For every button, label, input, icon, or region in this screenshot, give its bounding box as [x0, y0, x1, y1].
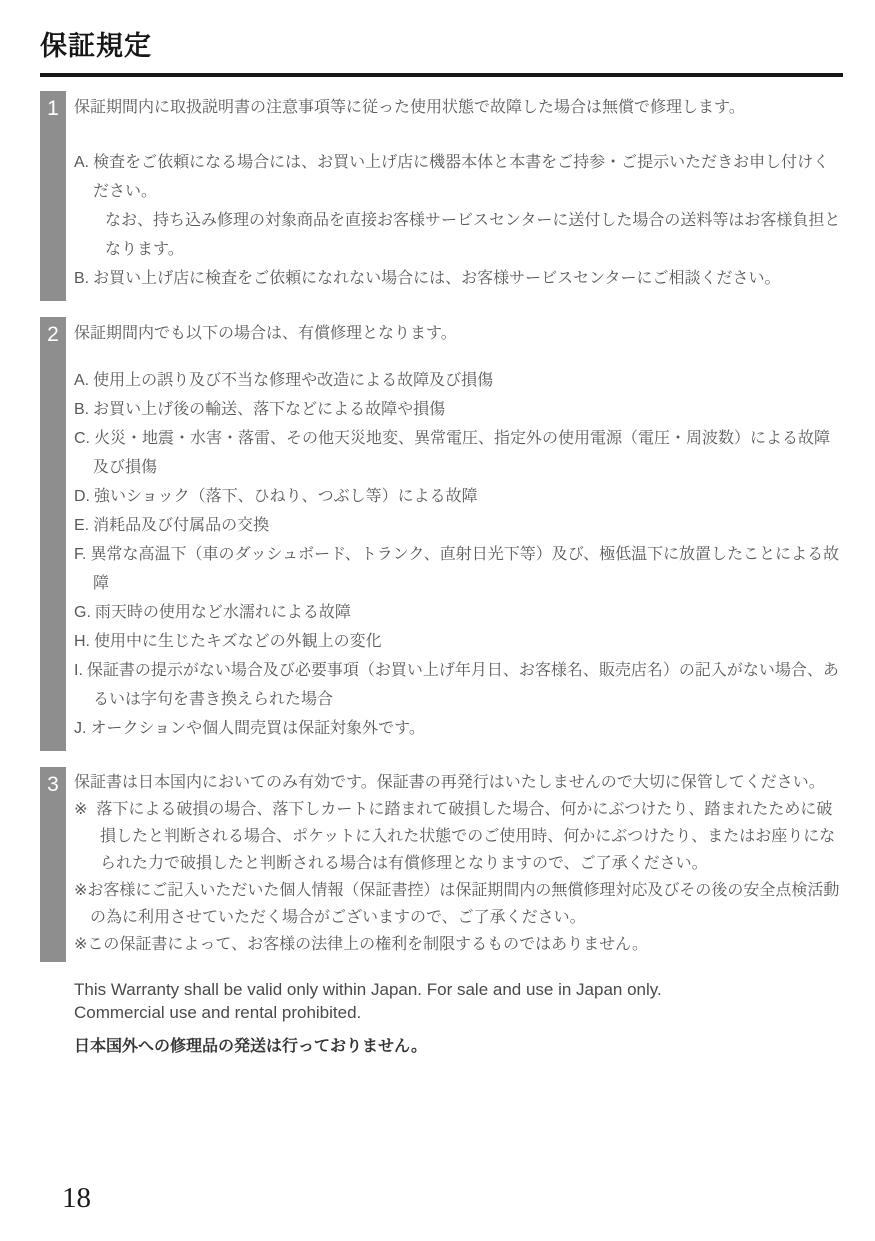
section-1 [40, 91, 843, 301]
page-title: 保証規定 [40, 31, 152, 61]
section-2 [40, 317, 843, 751]
section-3-number-badge: 3 [40, 767, 66, 962]
section-3-intro: 保証書は日本国内においてのみ有効です。保証書の再発行はいたしませんので大切に保管してください。 [74, 773, 825, 791]
note-marker: ※ [74, 935, 88, 953]
item-label: H. [74, 632, 90, 650]
item-label: C. [74, 429, 90, 447]
list-item [74, 395, 843, 424]
list-item [74, 598, 843, 627]
footer-japanese-note: 日本国外への修理品の発送は行っておりません。 [74, 1037, 427, 1055]
item-text: 消耗品及び付属品の交換 [93, 516, 270, 534]
item-text: お買い上げ後の輸送、落下などによる故障や損傷 [93, 400, 446, 418]
item-text: お買い上げ店に検査をご依頼になれない場合には、お客様サービスセンターにご相談ください。 [93, 269, 781, 287]
item-text: 使用中に生じたキズなどの外観上の変化 [94, 632, 382, 650]
item-text: 火災・地震・水害・落雷、その他天災地変、異常電圧、指定外の使用電源（電圧・周波数）による故障及び損傷 [93, 429, 831, 476]
item-text: オークションや個人間売買は保証対象外です。 [90, 719, 425, 737]
section-2-items [74, 366, 843, 743]
note-marker: ※ [74, 800, 88, 818]
note-item [74, 931, 843, 958]
item-text: 強いショック（落下、ひねり、つぶし等）による故障 [94, 487, 478, 505]
footer-english-line-1: This Warranty shall be valid only within Japan. For sale and use in Japan only. [74, 979, 662, 999]
list-item [74, 366, 843, 395]
item-label: F. [74, 545, 87, 563]
item-label: D. [74, 487, 90, 505]
item-label: J. [74, 719, 87, 737]
section-2-number-badge: 2 [40, 317, 66, 751]
item-text: 異常な高温下（車のダッシュボード、トランク、直射日光下等）及び、極低温下に放置したことによる故障 [90, 545, 840, 592]
item-text: 検査をご依頼になる場合には、お買い上げ店に機器本体と本書をご持参・ご提示いただきお申し付けください。 [93, 153, 830, 200]
note-text: お客様にご記入いただいた個人情報（保証書控）は保証期間内の無償修理対応及びその後の安全点検活動の為に利用させていただく場合がございますので、ご了承ください。 [87, 881, 840, 926]
item-label: A. [74, 371, 90, 389]
section-1-items [74, 148, 843, 293]
title-divider [40, 73, 843, 77]
section-2-intro: 保証期間内でも以下の場合は、有償修理となります。 [74, 324, 457, 342]
list-item [74, 511, 843, 540]
footer-english-line-2: Commercial use and rental prohibited. [74, 1002, 362, 1022]
note-text: 落下による破損の場合、落下しカートに踏まれて破損した場合、何かにぶつけたり、踏まれたために破損したと判断される場合、ポケットに入れた状態でのご使用時、何かにぶつけたり、またはお座りになられた力で破損したと判断される場合は有償修理となりますので、ご了承ください。 [96, 800, 836, 872]
list-item [74, 540, 843, 598]
section-1-intro: 保証期間内に取扱説明書の注意事項等に従った使用状態で故障した場合は無償で修理します。 [74, 98, 745, 116]
section-3-body [66, 767, 843, 962]
footer-english [74, 978, 843, 1024]
note-item [74, 877, 843, 931]
page-number: 18 [62, 1182, 91, 1214]
list-item [74, 714, 843, 743]
list-item [74, 424, 843, 482]
note-marker: ※ [74, 881, 88, 899]
note-item [74, 796, 843, 877]
item-text: 保証書の提示がない場合及び必要事項（お買い上げ年月日、お客様名、販売店名）の記入がない場合、あるいは字句を書き換えられた場合 [86, 661, 839, 708]
item-text: 雨天時の使用など水濡れによる故障 [94, 603, 351, 621]
item-label: E. [74, 516, 90, 534]
list-item [74, 148, 843, 206]
section-1-number-badge: 1 [40, 91, 66, 301]
item-label: A. [74, 153, 90, 171]
section-3 [40, 767, 843, 962]
item-label: I. [74, 661, 83, 679]
item-label: G. [74, 603, 91, 621]
item-note: なお、持ち込み修理の対象商品を直接お客様サービスセンターに送付した場合の送料等はお客様負担となります。 [105, 211, 841, 258]
list-item [74, 264, 843, 293]
list-item [74, 656, 843, 714]
item-label: B. [74, 269, 90, 287]
section-1-body [66, 91, 843, 301]
note-text: この保証書によって、お客様の法律上の権利を制限するものではありません。 [87, 935, 649, 953]
item-text: 使用上の誤り及び不当な修理や改造による故障及び損傷 [93, 371, 494, 389]
list-item [74, 627, 843, 656]
section-2-body [66, 317, 843, 751]
list-item [74, 482, 843, 511]
item-label: B. [74, 400, 90, 418]
